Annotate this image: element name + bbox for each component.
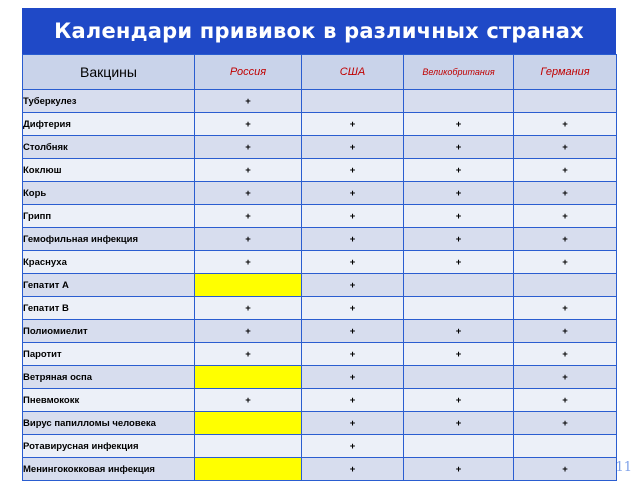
table-row: [23, 389, 617, 412]
schedule-cell: +: [404, 182, 514, 205]
vaccine-name: Столбняк: [23, 136, 195, 159]
vaccine-name: Пневмококк: [23, 389, 195, 412]
table-body: [23, 90, 617, 481]
schedule-cell: +: [195, 136, 302, 159]
schedule-cell: +: [404, 343, 514, 366]
schedule-cell: +: [404, 113, 514, 136]
header-vaccines: Вакцины: [23, 55, 195, 90]
header-country-uk: Великобритания: [404, 55, 514, 90]
schedule-cell: +: [195, 297, 302, 320]
schedule-cell: +: [302, 297, 404, 320]
table-row: [23, 136, 617, 159]
schedule-cell: [404, 274, 514, 297]
schedule-cell: [195, 412, 302, 435]
schedule-cell: +: [514, 159, 617, 182]
slide-title: Календари прививок в различных странах: [22, 8, 616, 54]
vaccine-name: Коклюш: [23, 159, 195, 182]
vaccine-name: Менингококковая инфекция: [23, 458, 195, 481]
table-row: [23, 320, 617, 343]
schedule-cell: +: [302, 389, 404, 412]
vaccine-name: Полиомиелит: [23, 320, 195, 343]
slide-left-edge: [0, 0, 8, 479]
schedule-cell: +: [302, 435, 404, 458]
schedule-cell: [195, 458, 302, 481]
schedule-cell: [514, 435, 617, 458]
schedule-cell: +: [302, 159, 404, 182]
schedule-cell: +: [302, 343, 404, 366]
table-header-row: [23, 55, 617, 90]
schedule-cell: +: [302, 320, 404, 343]
table-row: [23, 458, 617, 481]
schedule-cell: +: [514, 458, 617, 481]
table-row: [23, 90, 617, 113]
vaccine-name: Гемофильная инфекция: [23, 228, 195, 251]
vaccine-name: Ветряная оспа: [23, 366, 195, 389]
schedule-cell: [195, 366, 302, 389]
schedule-cell: +: [514, 228, 617, 251]
vaccine-name: Гепатит А: [23, 274, 195, 297]
schedule-cell: +: [302, 251, 404, 274]
vaccine-name: Дифтерия: [23, 113, 195, 136]
table-row: [23, 251, 617, 274]
schedule-cell: +: [195, 90, 302, 113]
schedule-cell: +: [404, 205, 514, 228]
schedule-cell: +: [195, 113, 302, 136]
schedule-cell: [404, 435, 514, 458]
vaccine-name: Грипп: [23, 205, 195, 228]
schedule-cell: +: [302, 274, 404, 297]
table-row: [23, 228, 617, 251]
schedule-cell: +: [514, 297, 617, 320]
vaccine-name: Краснуха: [23, 251, 195, 274]
schedule-cell: +: [195, 343, 302, 366]
schedule-cell: +: [302, 458, 404, 481]
schedule-cell: [302, 90, 404, 113]
schedule-cell: +: [302, 205, 404, 228]
vaccine-name: Паротит: [23, 343, 195, 366]
schedule-cell: +: [404, 228, 514, 251]
schedule-cell: +: [514, 389, 617, 412]
schedule-cell: +: [302, 366, 404, 389]
table-row: [23, 435, 617, 458]
schedule-cell: +: [404, 458, 514, 481]
table-row: [23, 366, 617, 389]
table-row: [23, 297, 617, 320]
header-country-russia: Россия: [195, 55, 302, 90]
table-row: [23, 113, 617, 136]
schedule-cell: +: [195, 182, 302, 205]
schedule-cell: +: [404, 251, 514, 274]
table-row: [23, 343, 617, 366]
table-row: [23, 274, 617, 297]
schedule-cell: +: [404, 412, 514, 435]
schedule-cell: +: [302, 136, 404, 159]
schedule-cell: [404, 297, 514, 320]
vaccine-name: Ротавирусная инфекция: [23, 435, 195, 458]
schedule-cell: +: [514, 343, 617, 366]
table-row: [23, 412, 617, 435]
vaccine-name: Вирус папилломы человека: [23, 412, 195, 435]
vaccination-table: [22, 54, 617, 481]
table-row: [23, 205, 617, 228]
schedule-cell: +: [404, 159, 514, 182]
schedule-cell: [404, 366, 514, 389]
vaccine-name: Туберкулез: [23, 90, 195, 113]
schedule-cell: +: [404, 136, 514, 159]
vaccine-name: Гепатит В: [23, 297, 195, 320]
schedule-cell: +: [195, 389, 302, 412]
schedule-cell: +: [302, 113, 404, 136]
table-row: [23, 159, 617, 182]
schedule-cell: +: [514, 366, 617, 389]
header-country-usa: США: [302, 55, 404, 90]
schedule-cell: +: [195, 320, 302, 343]
schedule-cell: +: [514, 412, 617, 435]
schedule-cell: [514, 90, 617, 113]
schedule-cell: [195, 274, 302, 297]
schedule-cell: +: [195, 251, 302, 274]
schedule-cell: +: [514, 113, 617, 136]
schedule-cell: +: [195, 205, 302, 228]
schedule-cell: +: [404, 320, 514, 343]
page-number: 11: [615, 460, 632, 475]
vaccine-name: Корь: [23, 182, 195, 205]
table-row: [23, 182, 617, 205]
header-country-germany: Германия: [514, 55, 617, 90]
schedule-cell: +: [514, 205, 617, 228]
schedule-cell: +: [514, 136, 617, 159]
schedule-cell: +: [195, 159, 302, 182]
schedule-cell: +: [514, 182, 617, 205]
schedule-cell: +: [195, 228, 302, 251]
schedule-cell: +: [302, 182, 404, 205]
schedule-cell: +: [514, 251, 617, 274]
schedule-cell: +: [514, 320, 617, 343]
schedule-cell: [404, 90, 514, 113]
schedule-cell: +: [302, 228, 404, 251]
schedule-cell: [195, 435, 302, 458]
schedule-cell: [514, 274, 617, 297]
schedule-cell: +: [302, 412, 404, 435]
schedule-cell: +: [404, 389, 514, 412]
